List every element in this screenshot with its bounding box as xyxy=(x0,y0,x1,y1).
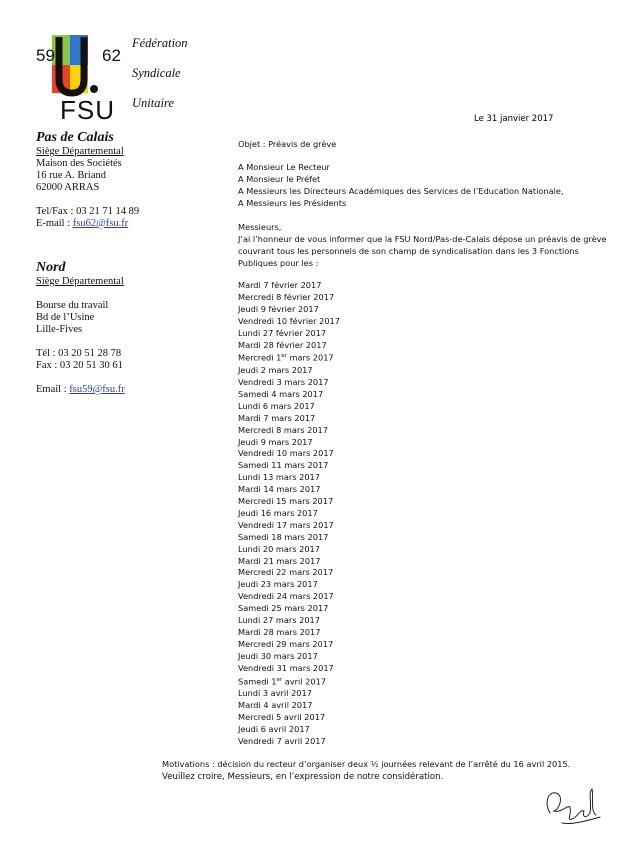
objet-line: Objet : Préavis de grève xyxy=(238,139,337,149)
tel-fax: Tel/Fax : 03 21 71 14 89 xyxy=(36,206,140,217)
email-label: Email : xyxy=(36,384,70,395)
logo-number-59: 59 xyxy=(36,46,55,65)
recipients xyxy=(238,161,564,209)
strike-dates-list xyxy=(238,280,340,748)
org-name-line-3: Unitaire xyxy=(132,96,174,108)
strike-date-item: Mercredi 29 mars 2017 xyxy=(238,638,334,649)
strike-date-item: Mardi 28 mars 2017 xyxy=(238,627,321,638)
address-line: 62000 ARRAS xyxy=(36,182,100,193)
strike-date-item: Jeudi 9 février 2017 xyxy=(238,303,319,314)
recipient-line: A Messieurs les Présidents xyxy=(238,198,347,208)
strike-date-item: Jeudi 9 mars 2017 xyxy=(238,436,313,447)
nord-block xyxy=(36,260,125,396)
strike-date-item: Samedi 4 mars 2017 xyxy=(238,388,324,399)
strike-date-item: Vendredi 7 avril 2017 xyxy=(238,735,326,746)
strike-date-item: Mercredi 8 mars 2017 xyxy=(238,424,328,435)
email-link[interactable]: fsu62@fsu.fr xyxy=(72,218,129,229)
strike-date-item: Samedi 11 mars 2017 xyxy=(238,460,329,471)
strike-date-item: Mercredi 1er mars 2017 xyxy=(238,353,334,364)
strike-date-item: Mardi 14 mars 2017 xyxy=(238,484,321,495)
strike-date-item: Mercredi 5 avril 2017 xyxy=(238,712,326,723)
strike-date-item: Samedi 25 mars 2017 xyxy=(238,603,329,614)
handwritten-signature xyxy=(542,783,602,828)
strike-date-item: Lundi 20 mars 2017 xyxy=(238,543,320,554)
strike-date-item: Jeudi 30 mars 2017 xyxy=(238,650,318,661)
strike-date-item: Jeudi 6 avril 2017 xyxy=(238,724,310,734)
strike-date-item: Mardi 7 mars 2017 xyxy=(238,412,316,423)
strike-date-item: Vendredi 10 février 2017 xyxy=(238,315,340,326)
paragraph-line: Publiques pour les : xyxy=(238,258,319,268)
paragraph-line: J’ai l’honneur de vous informer que la FSU Nord/Pas-de-Calais dépose un préavis de grève xyxy=(238,234,607,244)
strike-date-item: Mardi 28 février 2017 xyxy=(238,339,327,350)
address-line: Maison des Sociétés xyxy=(36,158,122,169)
strike-date-item: Lundi 3 avril 2017 xyxy=(238,688,312,699)
strike-date-item: Samedi 1er avril 2017 xyxy=(238,676,326,687)
strike-date-item: Mardi 7 février 2017 xyxy=(238,280,322,290)
region-title: Nord xyxy=(36,260,66,275)
strike-date-item: Lundi 27 mars 2017 xyxy=(238,615,320,626)
pas-de-calais-block xyxy=(36,130,139,230)
fax-line: Fax : 03 20 51 30 61 xyxy=(36,360,123,371)
letter-date: Le 31 janvier 2017 xyxy=(474,114,554,124)
strike-date-item: Vendredi 3 mars 2017 xyxy=(238,376,329,387)
email-label: E-mail : xyxy=(36,218,73,229)
email-line xyxy=(36,384,125,396)
tel-line: Tél : 03 20 51 28 78 xyxy=(36,348,122,359)
paragraph-line: couvrant tous les personnels de son champ de syndicalisation dans les 3 Fonctions xyxy=(238,246,579,256)
strike-date-item: Jeudi 16 mars 2017 xyxy=(238,507,318,518)
closing: Veuillez croire, Messieurs, en l’expression de notre considération. xyxy=(162,772,444,782)
strike-date-item: Lundi 13 mars 2017 xyxy=(238,472,320,483)
recipient-line: A Monsieur le Préfet xyxy=(238,174,321,184)
logo-number-62: 62 xyxy=(102,46,121,65)
strike-date-item: Lundi 27 février 2017 xyxy=(238,327,327,338)
strike-date-item: Vendredi 10 mars 2017 xyxy=(238,448,334,459)
org-name-line-1: Fédération xyxy=(132,36,188,50)
region-title: Pas de Calais xyxy=(36,130,114,145)
strike-date-item: Mercredi 15 mars 2017 xyxy=(238,496,334,507)
strike-date-item: Mardi 4 avril 2017 xyxy=(238,700,313,711)
address-line: 16 rue A. Briand xyxy=(36,170,106,181)
strike-date-item: Vendredi 17 mars 2017 xyxy=(238,519,334,530)
recipient-line: A Monsieur Le Recteur xyxy=(238,162,330,172)
strike-date-item: Samedi 18 mars 2017 xyxy=(238,531,329,542)
motivations: Motivations : décision du recteur d’organiser deux ½ journées relevant de l’arrêté du 16 avril 2015. xyxy=(162,759,571,769)
address-line: Bourse du travail xyxy=(36,300,109,311)
siege-label: Siège Départemental xyxy=(36,276,124,287)
recipient-line: A Messieurs les Directeurs Académiques des Services de l’Education Nationale, xyxy=(238,186,564,196)
org-name-line-2: Syndicale xyxy=(132,66,181,80)
intro-paragraph xyxy=(238,233,607,269)
siege-label: Siège Départemental xyxy=(36,146,124,157)
strike-date-item: Lundi 6 mars 2017 xyxy=(238,400,315,411)
strike-date-item: Mercredi 8 février 2017 xyxy=(238,291,335,302)
fsu-logo xyxy=(32,33,128,125)
strike-date-item: Jeudi 2 mars 2017 xyxy=(238,365,313,376)
address-line: Lille-Fives xyxy=(36,324,83,335)
email-link[interactable]: fsu59@fsu.fr xyxy=(69,384,125,395)
strike-date-item: Vendredi 24 mars 2017 xyxy=(238,591,334,602)
strike-date-item: Mercredi 22 mars 2017 xyxy=(238,567,334,578)
logo-acronym: FSU xyxy=(60,95,115,125)
address-line: Bd de l’Usine xyxy=(36,312,95,323)
salutation: Messieurs, xyxy=(238,222,282,232)
strike-date-item: Vendredi 31 mars 2017 xyxy=(238,662,334,673)
strike-date-item: Mardi 21 mars 2017 xyxy=(238,555,321,566)
email-line xyxy=(36,218,139,230)
strike-date-item: Jeudi 23 mars 2017 xyxy=(238,579,318,590)
